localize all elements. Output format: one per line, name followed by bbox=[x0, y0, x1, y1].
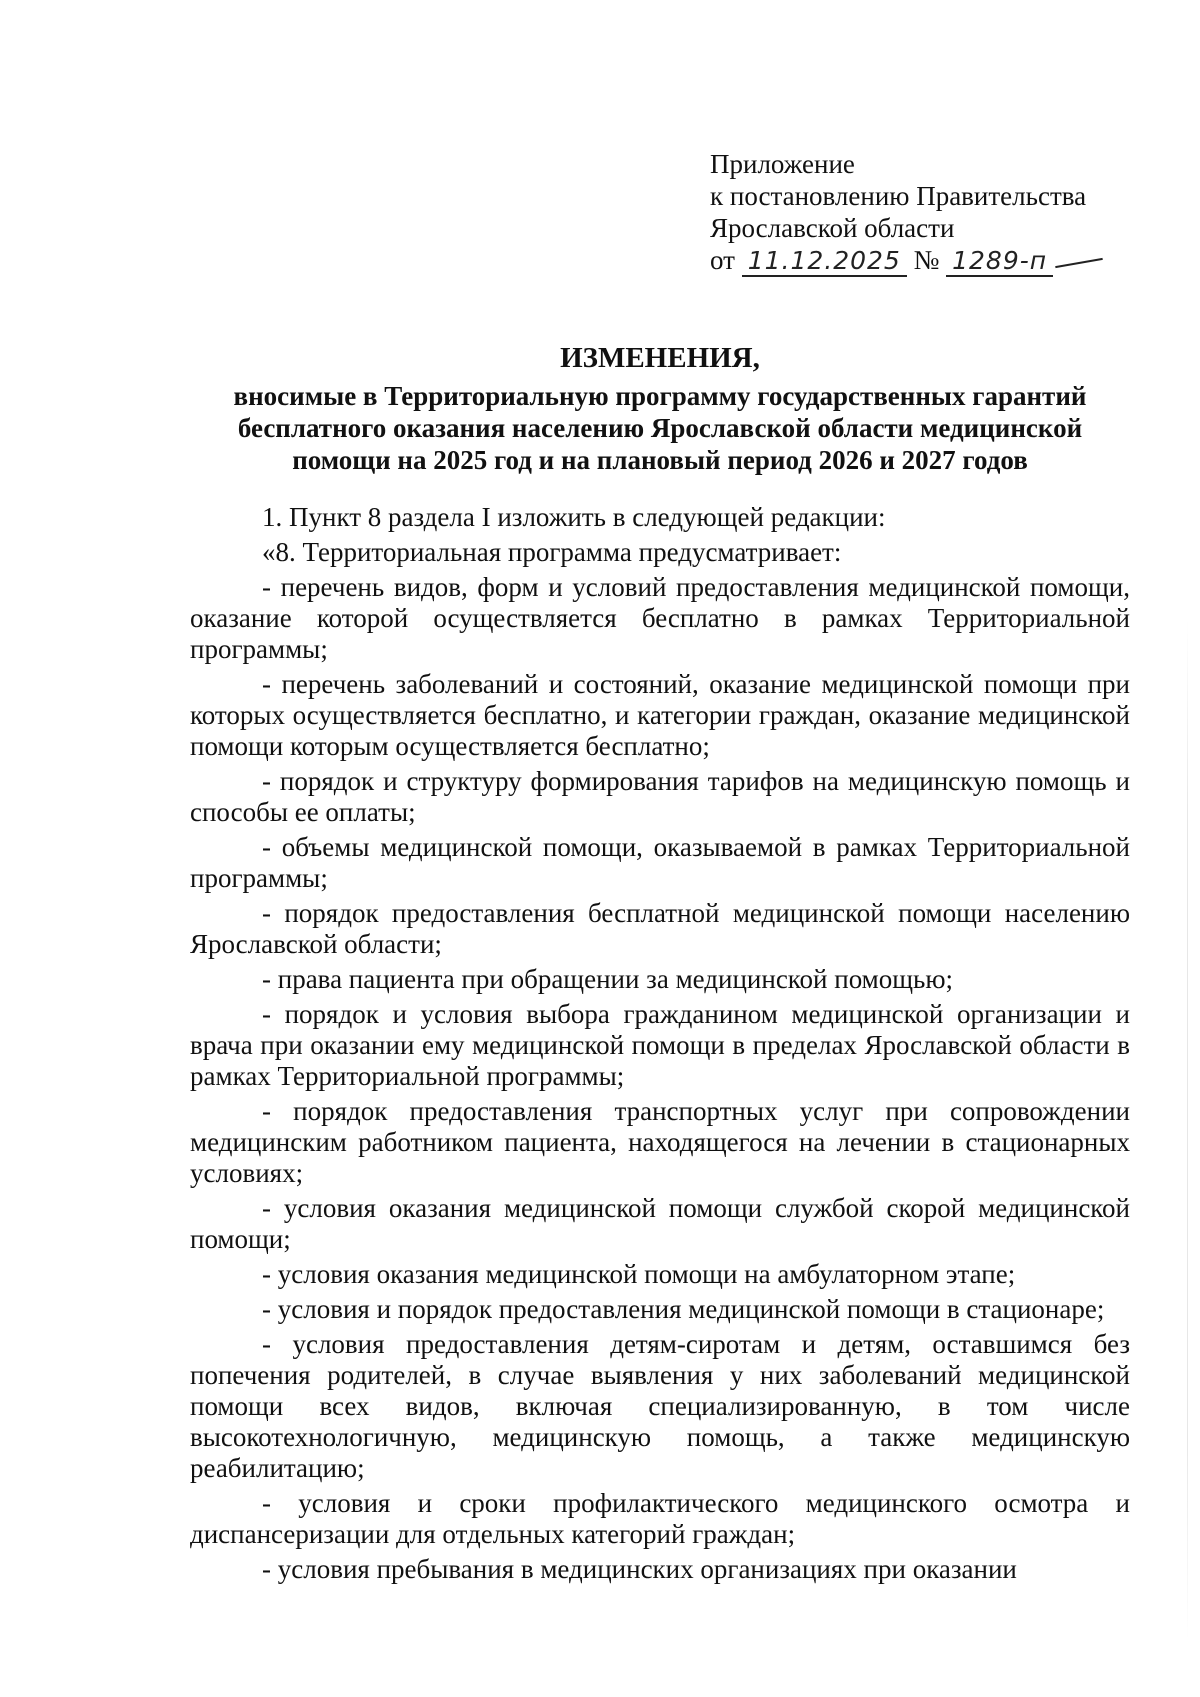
list-item: - условия оказания медицинской помощи службой скорой медицинской помощи; bbox=[190, 1193, 1130, 1254]
appendix-resolution: к постановлению Правительства bbox=[710, 181, 1087, 211]
list-item: - права пациента при обращении за медицинской помощью; bbox=[262, 964, 954, 994]
list-item: - порядок предоставления транспортных услуг при сопровождении медицинским работником пациента, находящегося на лечении в стационарных условиях; bbox=[190, 1096, 1130, 1188]
title-line-2: бесплатного оказания населению Ярославской области медицинской bbox=[237, 413, 1083, 443]
list-item: - перечень заболеваний и состояний, оказание медицинской помощи при которых осуществляется бесплатно, и категории граждан, оказание медицинской помощи которым осуществляется бесплатно; bbox=[190, 669, 1130, 761]
appendix-region: Ярославской области bbox=[710, 213, 955, 243]
paragraph-2: «8. Территориальная программа предусматривает: bbox=[262, 537, 842, 567]
handwritten-stroke bbox=[1055, 258, 1103, 268]
list-item: - порядок и условия выбора гражданином медицинской организации и врача при оказании ему медицинской помощи в пределах Ярославской области в рамках Территориальной программы; bbox=[190, 999, 1130, 1091]
title-line-3: помощи на 2025 год и на плановый период 2026 и 2027 годов bbox=[292, 445, 1028, 475]
list-item: - порядок и структуру формирования тарифов на медицинскую помощь и способы ее оплаты; bbox=[190, 766, 1130, 827]
paragraph-1: 1. Пункт 8 раздела I изложить в следующей редакции: bbox=[262, 502, 886, 532]
handwritten-number: 1289-п bbox=[946, 246, 1053, 277]
list-item: - условия предоставления детям-сиротам и детям, оставшимся без попечения родителей, в случае выявления у них заболеваний медицинской помощи всех видов, включая специализированную, в том числе высокотехнологичную, медицинскую помощь, а также медицинскую реабилитацию; bbox=[190, 1329, 1130, 1483]
list-item: - условия пребывания в медицинских организациях при оказании bbox=[262, 1554, 1017, 1584]
appendix-block bbox=[710, 148, 1103, 277]
list-item: - условия и сроки профилактического медицинского осмотра и диспансеризации для отдельных категорий граждан; bbox=[190, 1488, 1130, 1549]
handwritten-date: 11.12.2025 bbox=[742, 246, 907, 277]
appendix-label: Приложение bbox=[710, 149, 855, 179]
list-item: - условия оказания медицинской помощи на амбулаторном этапе; bbox=[262, 1259, 1016, 1289]
date-prefix: от bbox=[710, 245, 735, 275]
document-title bbox=[190, 342, 1130, 476]
number-sign: № bbox=[913, 245, 940, 275]
title-line-1: вносимые в Территориальную программу государственных гарантий bbox=[233, 381, 1087, 411]
list-item: - перечень видов, форм и условий предоставления медицинской помощи, оказание которой осуществляется бесплатно в рамках Территориальной программы; bbox=[190, 572, 1130, 664]
scan-edge-line bbox=[1187, 620, 1188, 1640]
list-item: - порядок предоставления бесплатной медицинской помощи населению Ярославской области; bbox=[190, 898, 1130, 959]
appendix-date-number bbox=[710, 244, 1103, 277]
document-body bbox=[190, 502, 1130, 1585]
list-item: - условия и порядок предоставления медицинской помощи в стационаре; bbox=[262, 1294, 1105, 1324]
list-item: - объемы медицинской помощи, оказываемой в рамках Территориальной программы; bbox=[190, 832, 1130, 893]
title-heading: ИЗМЕНЕНИЯ, bbox=[560, 342, 760, 374]
